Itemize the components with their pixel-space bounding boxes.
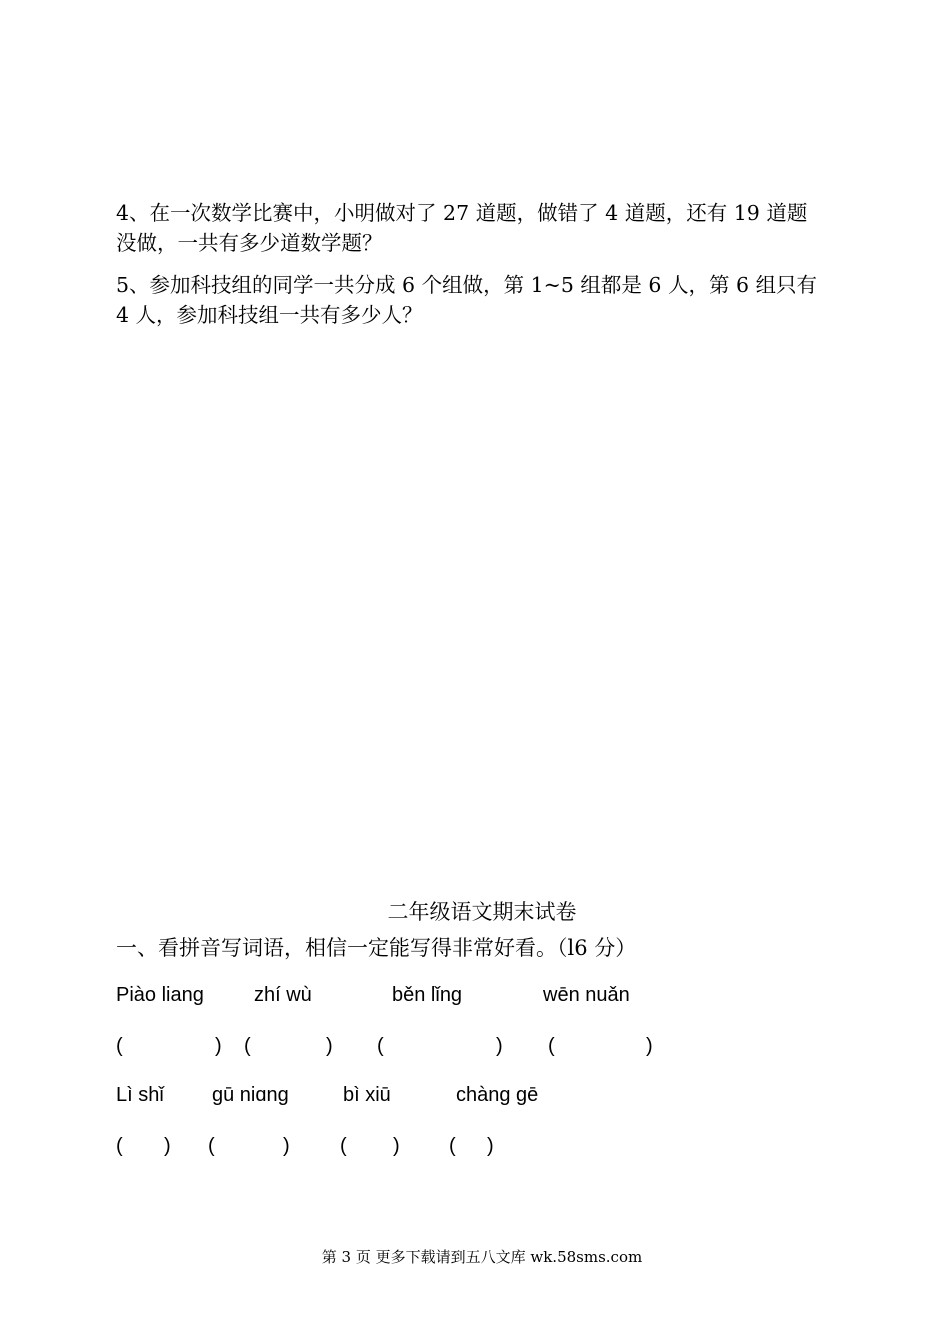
answer-blank-close: ): [393, 1135, 400, 1157]
answer-blank-open: (: [377, 1035, 384, 1057]
answer-blank-open: (: [244, 1035, 251, 1057]
question-4: [116, 198, 856, 258]
answer-blank-open: (: [548, 1035, 555, 1057]
question-5-line1: 5、参加科技组的同学一共分成 6 个组做，第 1~5 组都是 6 人，第 6 组只有: [116, 273, 818, 297]
answer-blank-open: (: [116, 1135, 123, 1157]
answer-blank-open: (: [449, 1135, 456, 1157]
pinyin-benling: běn lǐng: [392, 984, 463, 1006]
answer-blank-close: ): [164, 1135, 171, 1157]
answer-blank-open: (: [340, 1135, 347, 1157]
question-4-line2: 没做，一共有多少道数学题？: [116, 231, 383, 255]
answer-blank-open: (: [116, 1035, 123, 1057]
section-1-heading: 一、看拼音写词语，相信一定能写得非常好看。（l6 分）: [116, 936, 637, 960]
pinyin-wennuan: wēn nuǎn: [543, 984, 630, 1006]
answer-blank-close: ): [283, 1135, 290, 1157]
pinyin-changge: chànɡ ɡē: [456, 1084, 539, 1106]
answer-blank-close: ): [487, 1135, 494, 1157]
exam-title: 二年级语文期末试卷: [387, 900, 577, 924]
answer-blank-open: (: [208, 1135, 215, 1157]
answer-blank-close: ): [326, 1035, 333, 1057]
answer-blank-close: ): [496, 1035, 503, 1057]
page-footer: 第 3 页 更多下载请到五八文库 wk.58sms.com: [321, 1248, 643, 1266]
question-4-line1: 4、在一次数学比赛中，小明做对了 27 道题，做错了 4 道题，还有 19 道题: [116, 201, 808, 225]
answer-blank-close: ): [646, 1035, 653, 1057]
answer-blank-close: ): [215, 1035, 222, 1057]
pinyin-guniang: ɡū niɑnɡ: [212, 1084, 289, 1106]
pinyin-zhiwu: zhí wù: [254, 984, 312, 1006]
question-5-line2: 4 人，参加科技组一共有多少人？: [116, 303, 423, 327]
question-5: [116, 270, 856, 330]
pinyin-lishi: Lì shǐ: [116, 1084, 164, 1106]
pinyin-piaoliang: Piào liang: [116, 984, 204, 1006]
pinyin-bixiu: bì xiū: [343, 1084, 391, 1106]
